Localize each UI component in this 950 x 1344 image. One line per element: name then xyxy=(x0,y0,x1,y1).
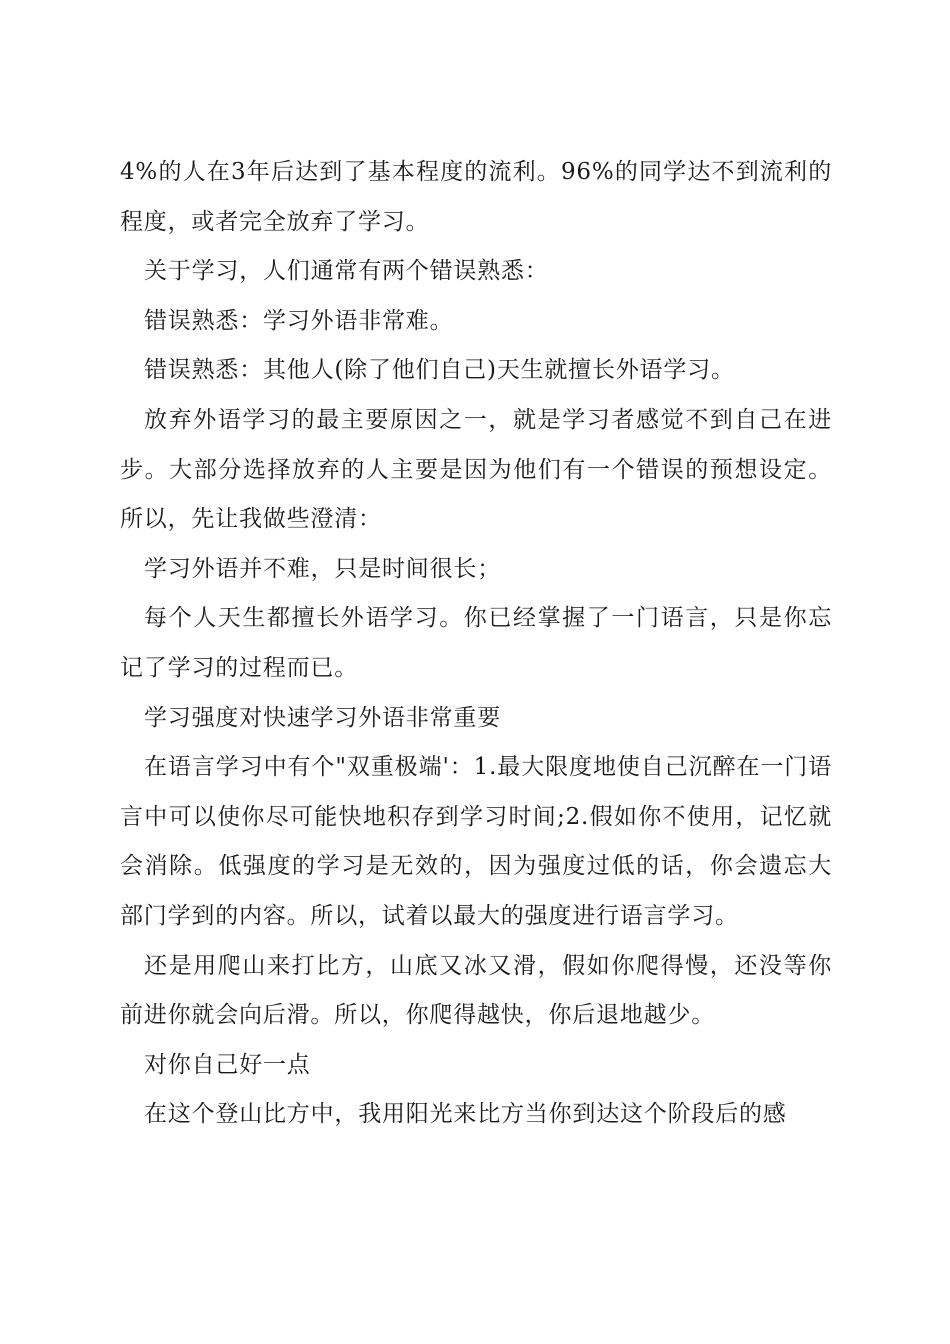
paragraph-9: 在语言学习中有个"双重极端'：1.最大限度地使自己沉醉在一门语言中可以使你尽可能快地积存到学习时间;2.假如你不使用，记忆就会消除。低强度的学习是无效的，因为强度过低的话，你会遗忘大部门学到的内容。所以，试着以最大的强度进行语言学习。 xyxy=(120,754,832,929)
paragraph-4: 错误熟悉：其他人(除了他们自己)天生就擅长外语学习。 xyxy=(144,357,735,384)
paragraph-6: 学习外语并不难，只是时间很长； xyxy=(144,555,501,582)
paragraph-5: 放弃外语学习的最主要原因之一，就是学习者感觉不到自己在进步。大部分选择放弃的人主要是因为他们有一个错误的预想设定。所以，先让我做些澄清： xyxy=(120,406,832,533)
paragraph-7: 每个人天生都擅长外语学习。你已经掌握了一门语言，只是你忘记了学习的过程而已。 xyxy=(120,605,832,681)
paragraph-12: 在这个登山比方中，我用阳光来比方当你到达这个阶段后的感 xyxy=(144,1101,787,1128)
paragraph-3: 错误熟悉：学习外语非常难。 xyxy=(144,307,454,334)
document-body xyxy=(120,148,832,1140)
paragraph-8: 学习强度对快速学习外语非常重要 xyxy=(144,704,501,731)
paragraph-2: 关于学习，人们通常有两个错误熟悉： xyxy=(144,258,549,285)
paragraph-11: 对你自己好一点 xyxy=(144,1051,311,1078)
paragraph-1: 4%的人在3年后达到了基本程度的流利。96%的同学达不到流利的程度，或者完全放弃了学习。 xyxy=(120,159,832,235)
paragraph-10: 还是用爬山来打比方，山底又冰又滑，假如你爬得慢，还没等你前进你就会向后滑。所以，你爬得越快，你后退地越少。 xyxy=(120,952,832,1029)
